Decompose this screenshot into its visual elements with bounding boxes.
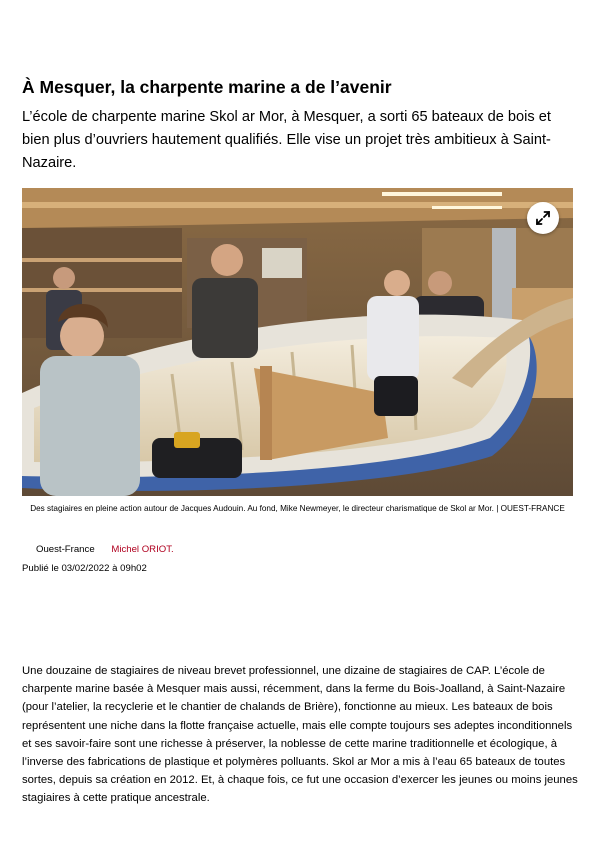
publication-date: Publié le 03/02/2022 à 09h02 [22,563,147,574]
article-photo[interactable] [22,188,573,496]
article-headline: À Mesquer, la charpente marine a de l’avenir [22,77,392,97]
workshop-illustration [22,188,573,496]
photo-caption: Des stagiaires en pleine action autour de Jacques Audouin. Au fond, Mike Newmeyer, le directeur charismatique de Skol ar Mor. | OUEST-FRANCE [30,504,565,513]
expand-photo-button[interactable] [527,202,559,234]
author-link[interactable]: Michel ORIOT. [111,544,174,555]
source-label: Ouest-France [36,544,95,555]
expand-arrows-icon [534,209,552,227]
article-body: Une douzaine de stagiaires de niveau brevet professionnel, une dizaine de stagiaires de CAP. L’école de charpente marine basée à Mesquer mais aussi, récemment, dans la ferme du Bois-Joalland, à Saint-Nazaire (pour l’atelier, la recyclerie et le chantier de chalands de Brière), fonctionne au mieux. Les bateaux de bois représentent une niche dans la flotte française actuelle, mais elle compte toujours ses adeptes inconditionnels et ses savoir-faire sont une richesse à préserver, la noblesse de cette marine traditionnelle et écologique, à l’inverse des fabrications de plastique et polymères polluants. Skol ar Mor a mis à l’eau 65 bateaux de toutes sortes, depuis sa création en 2012. Et, à chaque fois, ce fut une occasion d’exercer les jeunes ou moins jeunes stagiaires à cette pratique ancestrale. [22,665,578,805]
article-lead: L’école de charpente marine Skol ar Mor, à Mesquer, a sorti 65 bateaux de bois et bien plus d’ouvriers hautement qualifiés. Elle vise un projet très ambitieux à Saint-Nazaire. [22,109,551,171]
byline [36,544,174,555]
